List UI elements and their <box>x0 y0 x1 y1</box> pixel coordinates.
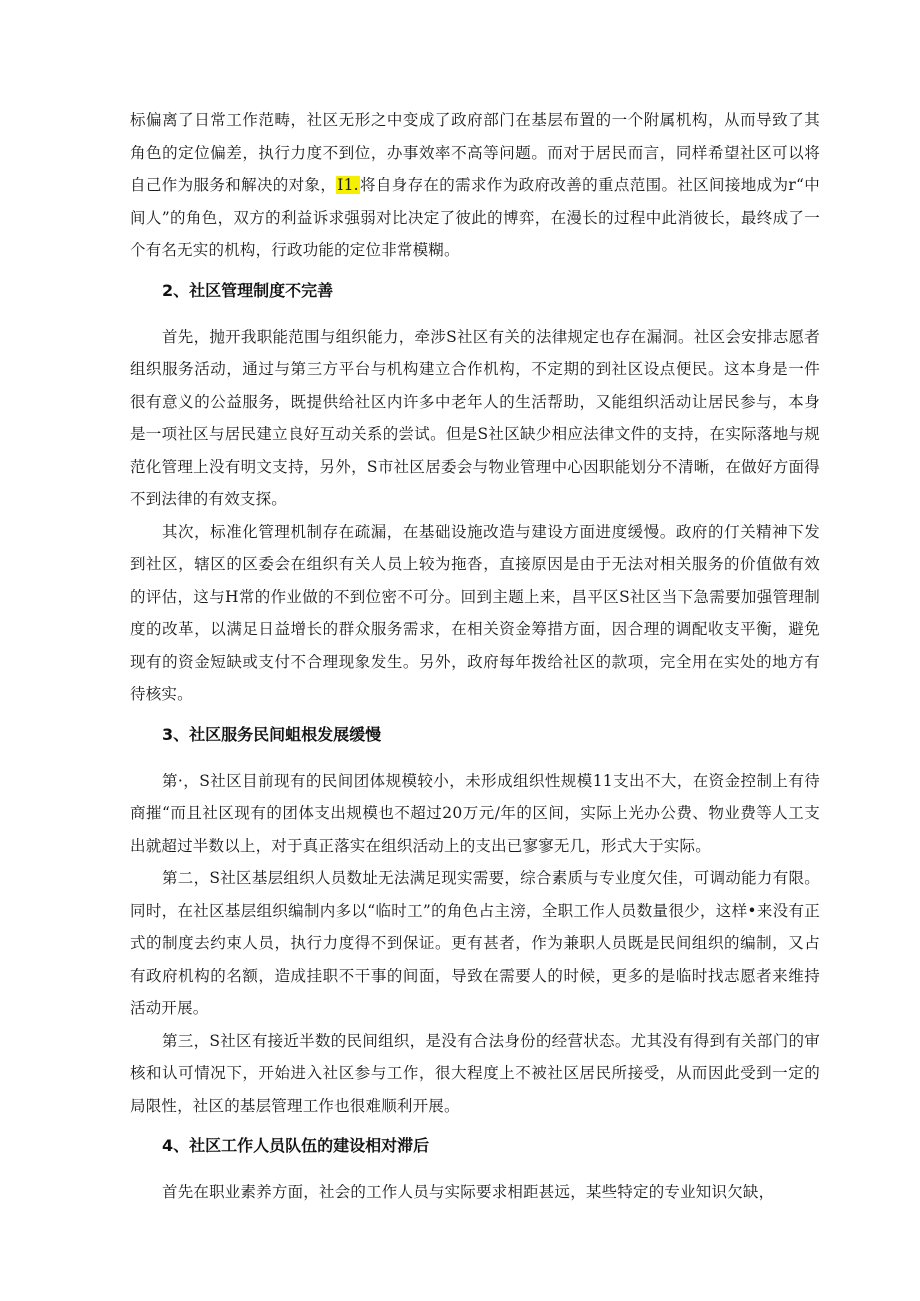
paragraph-legal-status: 第三，S社区有接近半数的民间组织，是没有合法身份的经营状态。尤其没有得到有关部门的审核和认可情况下，开始进入社区参与工作，很大程度上不被社区居民所接受，从而因此受到一定的局限性，社区的基层管理工作也很难顺利开展。 <box>130 1031 820 1115</box>
paragraph-civil-groups-scale: 第·，S社区目前现有的民间团体规模较小，未形成组织性规模11支出不大，在资金控制上有待商摧“而且社区现有的团体支出规模也不超过20万元/年的区间，实际上光办公费、物业费等人工支出就超过半数以上，对于真正落实在组织活动上的支出已寥寥无几，形式大于实际。 <box>130 771 820 855</box>
paragraph-text-before-highlight: 标偏离了日常工作范畴，社区无形之中变成了政府部门在基层布置的一个附属机构，从而导致了其角色的定位偏差，执行力度不到位，办事效率不高等问题。而对于居民而言，同样希望社区可以将自己作为服务和解决的对象， <box>130 111 820 194</box>
section-heading-civil-services: 3、社区服务民间蛆根发展缓慢 <box>162 724 382 744</box>
paragraph-legal-gaps: 首先，抛开我职能范围与组织能力，牵涉S社区有关的法律规定也存在漏洞。社区会安排志愿者组织服务活动，通过与第三方平台与机构建立合作机构，不定期的到社区设点便民。这本身是一件很有意义的公益服务，既提供给社区内许多中老年人的生活帮助，又能组织活动让居民参与，本身是一项社区与居民建立良好互动关系的尝试。但是S社区缺少相应法律文件的支持，在实际落地与规范化管理上没有明文支持，另外，S市社区居委会与物业管理中心因职能划分不清晰，在做好方面得不到法律的有效支探。 <box>130 327 820 508</box>
document-page <box>130 104 820 1209</box>
paragraph-standardization: 其次，标准化管理机制存在疏漏，在基础设施改造与建设方面进度缓慢。政府的仃关精神下发到社区，辖区的区委会在组织有关人员上较为拖沓，直接原因是由于无法对相关服务的价值做有效的评估，这与H常的作业做的不到位密不可分。回到主题上来，昌平区S社区当下急需要加强管理制度的改革，以满足日益增长的群众服务需求，在相关资金筹措方面，因合理的调配收支平衡，避免现有的资金短缺或支付不合理现象发生。另外，政府每年拨给社区的款项，完全用在实处的地方有待核实。 <box>130 522 820 703</box>
highlighted-text-marker: I1. <box>337 176 359 194</box>
paragraph-text-after-highlight: 将自身存在的需求作为政府改善的重点范围。社区间接地成为r“中间人”的角色，双方的利益诉求强弱对比决定了彼此的博弈，在漫长的过程中此消彼长，最终成了一个有名无实的机构，行政功能的定位非常模糊。 <box>130 176 820 259</box>
paragraph-staffing: 第二，S社区基层组织人员数址无法满足现实需要，综合素质与专业度欠佳，可调动能力有限。同时，在社区基层组织编制内多以“临时工”的角色占主滂，全职工作人员数量很少，这样•来没有正式的制度去约束人员，执行力度得不到保证。更有甚者，作为兼职人员既是民间组织的编制，又占有政府机构的名额，造成挂职不干事的间面，导致在需要人的时候，更多的是临时找志愿者来维持活动开展。 <box>130 869 820 1017</box>
paragraph-professional-quality: 首先在职业素养方面，社会的工作人员与实际要求相距甚远，某些特定的专业知识欠缺， <box>162 1183 775 1201</box>
section-heading-management-system: 2、社区管理制度不完善 <box>162 280 334 300</box>
paragraph-role-positioning <box>130 104 820 267</box>
section-heading-staff-team: 4、社区工作人员队伍的建设相对滞后 <box>162 1136 430 1155</box>
